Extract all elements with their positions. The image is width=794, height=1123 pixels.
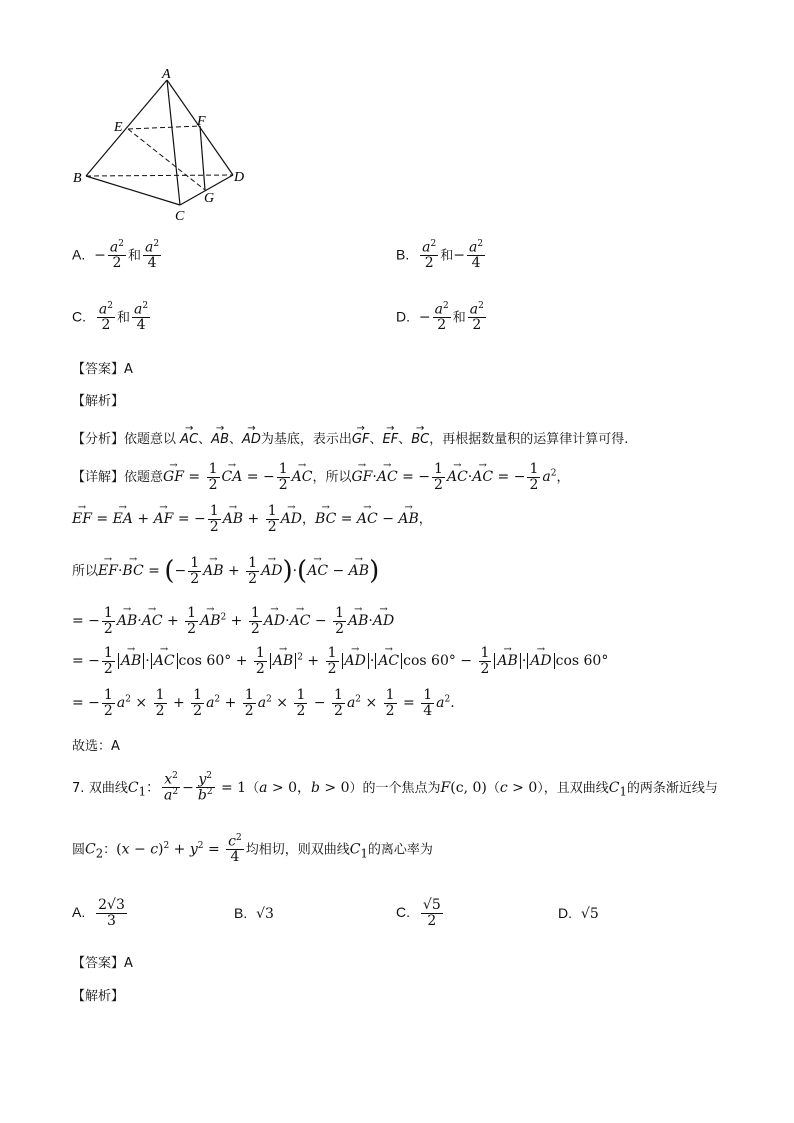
- q7-option-b: B. √3: [234, 905, 274, 922]
- tetrahedron-figure: [70, 60, 260, 225]
- segment-ef-hidden: [128, 126, 200, 129]
- q7-option-d: D. √5: [558, 905, 599, 922]
- label-e: E: [114, 120, 123, 135]
- answer-tag: 【答案】: [72, 956, 125, 971]
- option-text: 和: [440, 248, 454, 264]
- option-label: D.: [396, 308, 410, 325]
- q6-answer: [72, 358, 133, 377]
- edge-ac: [167, 80, 180, 205]
- xiangjie-text: ，: [302, 512, 316, 528]
- q6-xiangjie-line3: 所以→ EF·→ BC = (− $\frac{1}{2}$ → AB + $\frac{1}{2}$ → AD)·(→ AC − → AB): [72, 556, 379, 586]
- q6-conclusion: 故选：A: [72, 739, 120, 754]
- q7-option-c: C. $\frac{√5}{2}$: [396, 897, 441, 929]
- option-label: B.: [234, 905, 248, 921]
- xiangjie-text: ，: [556, 470, 570, 486]
- label-g: G: [204, 191, 215, 206]
- xiangjie-text: 依题意: [124, 470, 164, 486]
- fenxi-text: 为基底，表示出: [260, 432, 352, 447]
- q7-text: 圆: [72, 842, 86, 858]
- fenxi-tag: 【分析】: [72, 432, 125, 447]
- label-b: B: [73, 171, 82, 186]
- fenxi-text: 、: [228, 432, 242, 447]
- answer-value: A: [124, 956, 133, 971]
- q6-xiangjie-line2: → EF = → EA + → AF = − $\frac{1}{2}$ → AB + $\frac{1}{2}$ → AD，→ BC = → AC − → AB，: [72, 504, 432, 534]
- option-text: 和: [117, 310, 131, 326]
- fenxi-text: ，再根据数量积的运算律计算可得.: [429, 432, 629, 447]
- xiangjie-text: 所以: [72, 564, 99, 580]
- option-label: D.: [558, 905, 572, 921]
- q6-option-a: A. − $\frac{a^2}{2}$ 和 $\frac{a^2}{4}$: [72, 239, 160, 272]
- q7-text: ：: [103, 842, 117, 858]
- segment-fg: [200, 126, 205, 190]
- answer-tag: 【答案】: [72, 362, 125, 377]
- option-text: 和: [452, 310, 466, 326]
- option-label: C.: [72, 308, 86, 325]
- q6-xiangjie-line6: = − $\frac{1}{2}$ $a^2$ × $\frac{1}{2}$ + $\frac{1}{2}$ $a^2$ + $\frac{1}{2}$ $a^2$ × $\frac{1}{2}$ − $\frac{1}{2}$ $a^2$ × $\frac{1}{2}$ = $\frac{1}{4}$ $a^2$.: [72, 687, 455, 719]
- edge-bc: [86, 176, 180, 205]
- question-number: 7.: [72, 780, 85, 796]
- option-label: A.: [72, 904, 86, 921]
- q6-xiangjie-line1: 【详解】依题意→ GF = $\frac{1}{2}$ → CA = − $\frac{1}{2}$ → AC，所以→ GF·→ AC = − $\frac{1}{2}$ → AC·→ AC = − $\frac{1}{2}$ $a^2$，: [72, 462, 569, 492]
- option-label: A.: [72, 246, 86, 263]
- q6-option-c: C. $\frac{a^2}{2}$ 和 $\frac{a^2}{4}$: [72, 301, 149, 334]
- q6-xiangjie-line4: = − $\frac{1}{2}$ → AB·→ AC + $\frac{1}{2}$ → $AB^2$ + $\frac{1}{2}$ → AD·→ AC − $\frac{1}{2}$ → AB·→ AD: [72, 606, 394, 636]
- q7-text: 均相切，则双曲线: [245, 842, 350, 858]
- fenxi-text: 、: [369, 432, 383, 447]
- q7-option-a: A. $\frac{2√3}{3}$: [72, 897, 125, 929]
- q6-fenxi-line: 【分析】依题意以 → AC、→ AB、→ AD为基底，表示出→ GF、→ EF、→ BC，再根据数量积的运算律计算可得.: [72, 428, 628, 447]
- q7-text: ）的一个焦点为: [349, 780, 441, 796]
- q6-option-d: D. − $\frac{a^2}{2}$ 和 $\frac{a^2}{2}$: [396, 301, 484, 334]
- label-c: C: [175, 209, 185, 224]
- label-d: D: [234, 170, 245, 185]
- label-f: F: [197, 114, 206, 129]
- q7-analysis-tag: 【解析】: [72, 989, 125, 1004]
- q7-stem-line1: 7. 双曲线$C_1$： $\frac{x^2}{a^2}$ − $\frac{y^2}{b^2}$ = 1（a > 0，b > 0）的一个焦点为F(c, 0)（c > 0），且双曲线$C_1$的两条渐近线与: [72, 771, 718, 804]
- xiangjie-text: ，所以: [312, 470, 352, 486]
- fenxi-text: 、: [398, 432, 412, 447]
- q6-option-b: B. $\frac{a^2}{2}$ 和− $\frac{a^2}{4}$: [396, 239, 484, 272]
- q7-text: 的离心率为: [367, 842, 433, 858]
- q7-text: 的两条渐近线与: [626, 780, 718, 796]
- q6-xiangjie-line5: = − $\frac{1}{2}$ → AB ·→ AC cos 60° + $\frac{1}{2}$ → AB $^2$ + $\frac{1}{2}$ → AD ·→ AC cos 60° − $\frac{1}{2}$ → AB ·→ AD cos 60°: [72, 646, 608, 676]
- fenxi-text: 依题意以: [124, 432, 177, 447]
- xiangjie-tag: 【详解】: [72, 470, 125, 486]
- q7-text: （: [486, 780, 500, 796]
- edge-bd-hidden: [86, 175, 233, 176]
- q7-answer: [72, 952, 133, 971]
- option-label: B.: [396, 246, 410, 263]
- segment-eg-hidden: [128, 129, 205, 190]
- answer-value: A: [124, 362, 133, 377]
- q6-analysis-tag: 【解析】: [72, 394, 125, 409]
- option-label: C.: [396, 904, 410, 921]
- label-a: A: [162, 67, 171, 82]
- q7-text: （: [246, 780, 260, 796]
- q7-text: ），且双曲线: [537, 780, 609, 796]
- q7-stem-line2: 圆$C_2$：$(x - c)^2 + y^2$ = $\frac{c^2}{4}$ 均相切，则双曲线$C_1$的离心率为: [72, 833, 433, 866]
- xiangjie-text: ，: [418, 512, 432, 528]
- fenxi-text: 、: [198, 432, 212, 447]
- q7-text: 双曲线: [88, 780, 128, 796]
- option-text: 和: [127, 248, 141, 264]
